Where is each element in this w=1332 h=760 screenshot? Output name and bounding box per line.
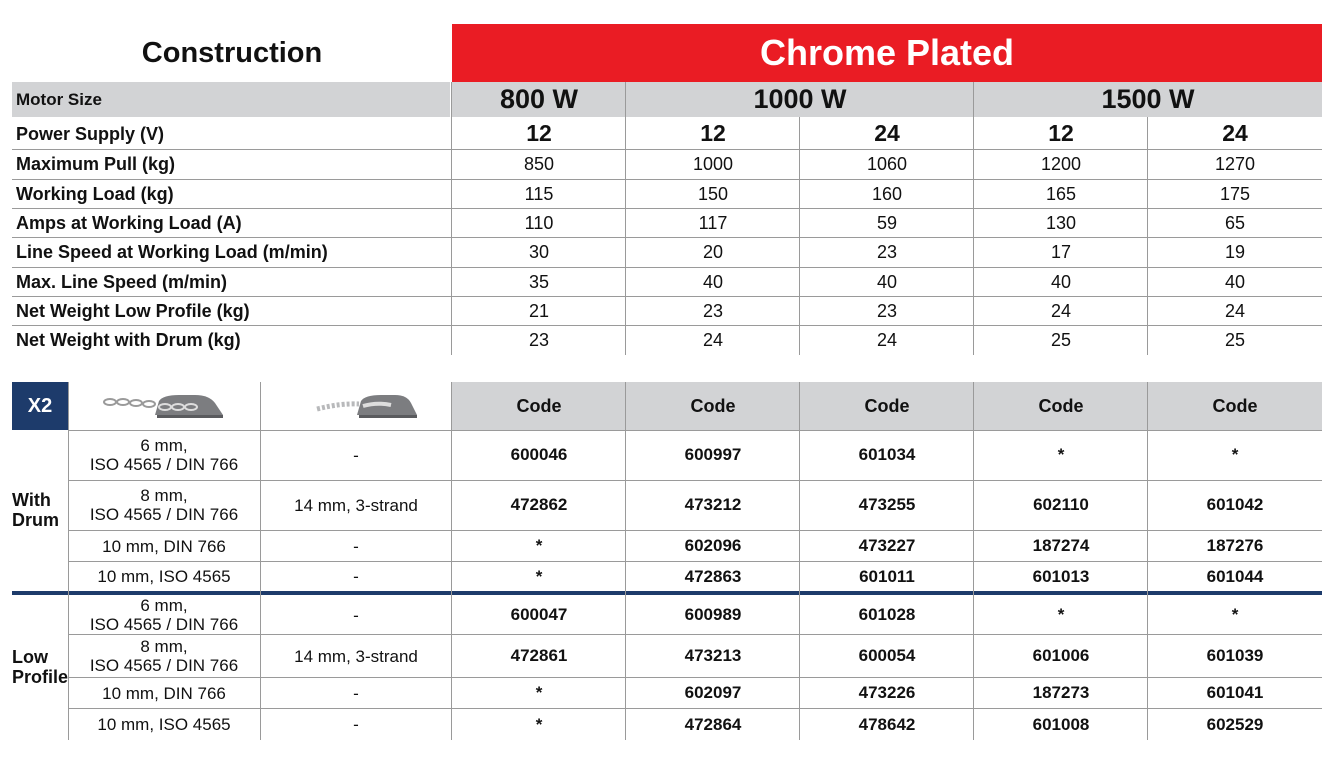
chain-size-cell: 10 mm, ISO 4565: [97, 715, 231, 734]
spec-value: 160: [871, 184, 903, 204]
spec-value: 115: [524, 184, 554, 204]
spec-value: 1270: [1214, 154, 1256, 174]
column-divider: [973, 82, 974, 355]
product-code: *: [1057, 445, 1065, 464]
product-code: *: [535, 536, 543, 555]
spec-row-label: Maximum Pull (kg): [16, 154, 176, 174]
row-divider: [68, 677, 1322, 678]
rope-size-cell: -: [353, 567, 359, 586]
product-code: 473227: [858, 536, 916, 555]
code-column-header: Code: [1038, 395, 1084, 416]
spec-row-label: Net Weight with Drum (kg): [16, 330, 241, 350]
row-divider: [68, 530, 1322, 531]
spec-value: 117: [698, 213, 728, 233]
product-code: 187276: [1206, 536, 1264, 555]
spec-value: 23: [876, 242, 898, 262]
chain-size-cell: 8 mm, ISO 4565 / DIN 766: [89, 637, 239, 675]
rope-size-cell: -: [353, 683, 359, 703]
product-code: 600046: [510, 445, 568, 464]
product-code: 602529: [1206, 714, 1264, 734]
product-code: 472864: [684, 714, 742, 734]
spec-value: 65: [1224, 213, 1246, 233]
rope-size-cell: -: [353, 605, 359, 625]
spec-value: 59: [876, 213, 898, 233]
chain-size-cell: 6 mm, ISO 4565 / DIN 766: [89, 436, 239, 474]
rope-size-cell: 14 mm, 3-strand: [294, 495, 418, 515]
row-divider: [12, 267, 1322, 268]
product-code: 601041: [1206, 683, 1264, 702]
product-code: 601011: [859, 566, 915, 586]
motor-size-800w: 800 W: [499, 84, 579, 114]
spec-value: 23: [528, 330, 550, 350]
spec-value: 1200: [1040, 154, 1082, 174]
spec-value: 17: [1050, 242, 1072, 262]
code-column-header: Code: [690, 395, 736, 416]
chain-size-cell: 10 mm, DIN 766: [102, 536, 226, 556]
product-code: 600997: [684, 445, 742, 464]
spec-row-label: Working Load (kg): [16, 184, 174, 204]
product-code: 187273: [1032, 683, 1090, 702]
spec-row-label: Amps at Working Load (A): [16, 213, 242, 233]
spec-value: 30: [528, 242, 550, 262]
column-divider: [451, 82, 452, 355]
construction-heading: Construction: [141, 36, 323, 69]
chrome-plated-heading: Chrome Plated: [452, 24, 1322, 82]
motor-size-1500w: 1500 W: [1101, 84, 1195, 114]
product-code: 187274: [1032, 536, 1090, 555]
chain-size-cell: 10 mm, DIN 766: [102, 683, 226, 703]
row-divider: [12, 149, 1322, 150]
spec-value: 40: [1224, 272, 1246, 292]
spec-row-label: Net Weight Low Profile (kg): [16, 301, 250, 321]
product-code: 472863: [684, 566, 742, 586]
product-code: 472861: [510, 646, 568, 665]
spec-value: 24: [1224, 301, 1246, 321]
spec-value: 40: [1050, 272, 1072, 292]
low-profile-label: Low Profile: [12, 647, 69, 687]
row-divider: [12, 296, 1322, 297]
power-supply-value: 24: [874, 120, 900, 146]
product-code: 601013: [1032, 566, 1090, 586]
column-divider: [625, 82, 626, 355]
chain-gypsy-icon-graphic: [99, 389, 229, 423]
product-code: 601006: [1032, 646, 1090, 665]
spec-value: 19: [1224, 242, 1246, 262]
row-divider: [68, 634, 1322, 635]
power-supply-value: 12: [1048, 120, 1074, 146]
with-drum-label: With Drum: [12, 490, 60, 530]
product-code: 478642: [858, 714, 916, 734]
rope-size-cell: -: [353, 536, 359, 556]
group-separator: [12, 591, 1322, 595]
spec-value: 25: [1224, 330, 1246, 350]
x2-badge: X2: [12, 382, 68, 430]
product-code: 601034: [858, 445, 916, 464]
product-code: 602110: [1033, 495, 1089, 514]
chain-size-cell: 8 mm, ISO 4565 / DIN 766: [89, 486, 239, 524]
spec-value: 1060: [866, 154, 908, 174]
rope-size-cell: -: [353, 445, 359, 465]
product-code: 601042: [1206, 495, 1264, 514]
product-code: 601028: [858, 605, 916, 624]
chain-size-cell: 10 mm, ISO 4565: [97, 567, 231, 586]
power-supply-value: 12: [526, 120, 552, 146]
spec-row-label: Max. Line Speed (m/min): [16, 272, 228, 292]
row-divider: [68, 480, 1322, 481]
spec-value: 24: [702, 330, 724, 350]
row-divider: [68, 430, 1322, 431]
spec-value: 20: [702, 242, 724, 262]
chain-size-cell: 6 mm, ISO 4565 / DIN 766: [89, 596, 239, 634]
spec-value: 40: [702, 272, 724, 292]
product-code: 473226: [858, 683, 916, 702]
product-code: *: [535, 714, 543, 734]
row-divider: [68, 561, 1322, 562]
spec-row-label: Line Speed at Working Load (m/min): [16, 242, 328, 262]
product-code: 602097: [684, 683, 742, 702]
spec-value: 23: [876, 301, 898, 321]
product-code: 600989: [684, 605, 742, 624]
spec-value: 1000: [692, 154, 734, 174]
spec-value: 165: [1045, 184, 1077, 204]
product-code: 601044: [1206, 566, 1264, 586]
code-column-header: Code: [1212, 395, 1258, 416]
spec-value: 23: [702, 301, 724, 321]
code-column-header: Code: [516, 395, 562, 416]
product-code: 473255: [858, 495, 916, 514]
product-code: 602096: [684, 536, 742, 555]
column-divider: [1147, 117, 1148, 355]
power-supply-value: 12: [700, 120, 726, 146]
spec-value: 850: [523, 154, 555, 174]
chain-gypsy-icon: [68, 382, 260, 430]
row-divider: [12, 237, 1322, 238]
code-column-header: Code: [864, 395, 910, 416]
spec-value: 35: [528, 272, 550, 292]
rope-size-cell: -: [353, 715, 359, 734]
product-code: 473212: [684, 495, 742, 514]
spec-value: 175: [1219, 184, 1251, 204]
rope-gypsy-icon-graphic: [291, 389, 421, 423]
product-code: 472862: [510, 495, 568, 514]
row-divider: [68, 708, 1322, 709]
product-code: *: [1231, 605, 1239, 624]
spec-value: 130: [1045, 213, 1077, 233]
spec-value: 24: [1050, 301, 1072, 321]
product-code: *: [1231, 445, 1239, 464]
product-code: 600054: [858, 646, 916, 665]
product-code: *: [535, 683, 543, 702]
spec-value: 110: [524, 213, 554, 233]
product-code: 601008: [1032, 714, 1090, 734]
spec-value: 40: [876, 272, 898, 292]
product-code: 601039: [1206, 646, 1264, 665]
product-code: 473213: [684, 646, 742, 665]
spec-value: 24: [876, 330, 898, 350]
rope-gypsy-icon: [260, 382, 452, 430]
power-supply-value: 24: [1222, 120, 1248, 146]
motor-size-1000w: 1000 W: [753, 84, 847, 114]
spec-value: 150: [697, 184, 729, 204]
product-code: 600047: [510, 605, 568, 624]
row-divider: [12, 208, 1322, 209]
power-supply-label: Power Supply (V): [16, 124, 165, 144]
product-code: *: [1057, 605, 1065, 624]
rope-size-cell: 14 mm, 3-strand: [294, 646, 418, 666]
column-divider: [799, 117, 800, 355]
motor-size-label: Motor Size: [16, 89, 102, 109]
row-divider: [12, 179, 1322, 180]
spec-value: 25: [1050, 330, 1072, 350]
product-code: *: [535, 566, 543, 586]
spec-value: 21: [528, 301, 550, 321]
row-divider: [12, 325, 1322, 326]
